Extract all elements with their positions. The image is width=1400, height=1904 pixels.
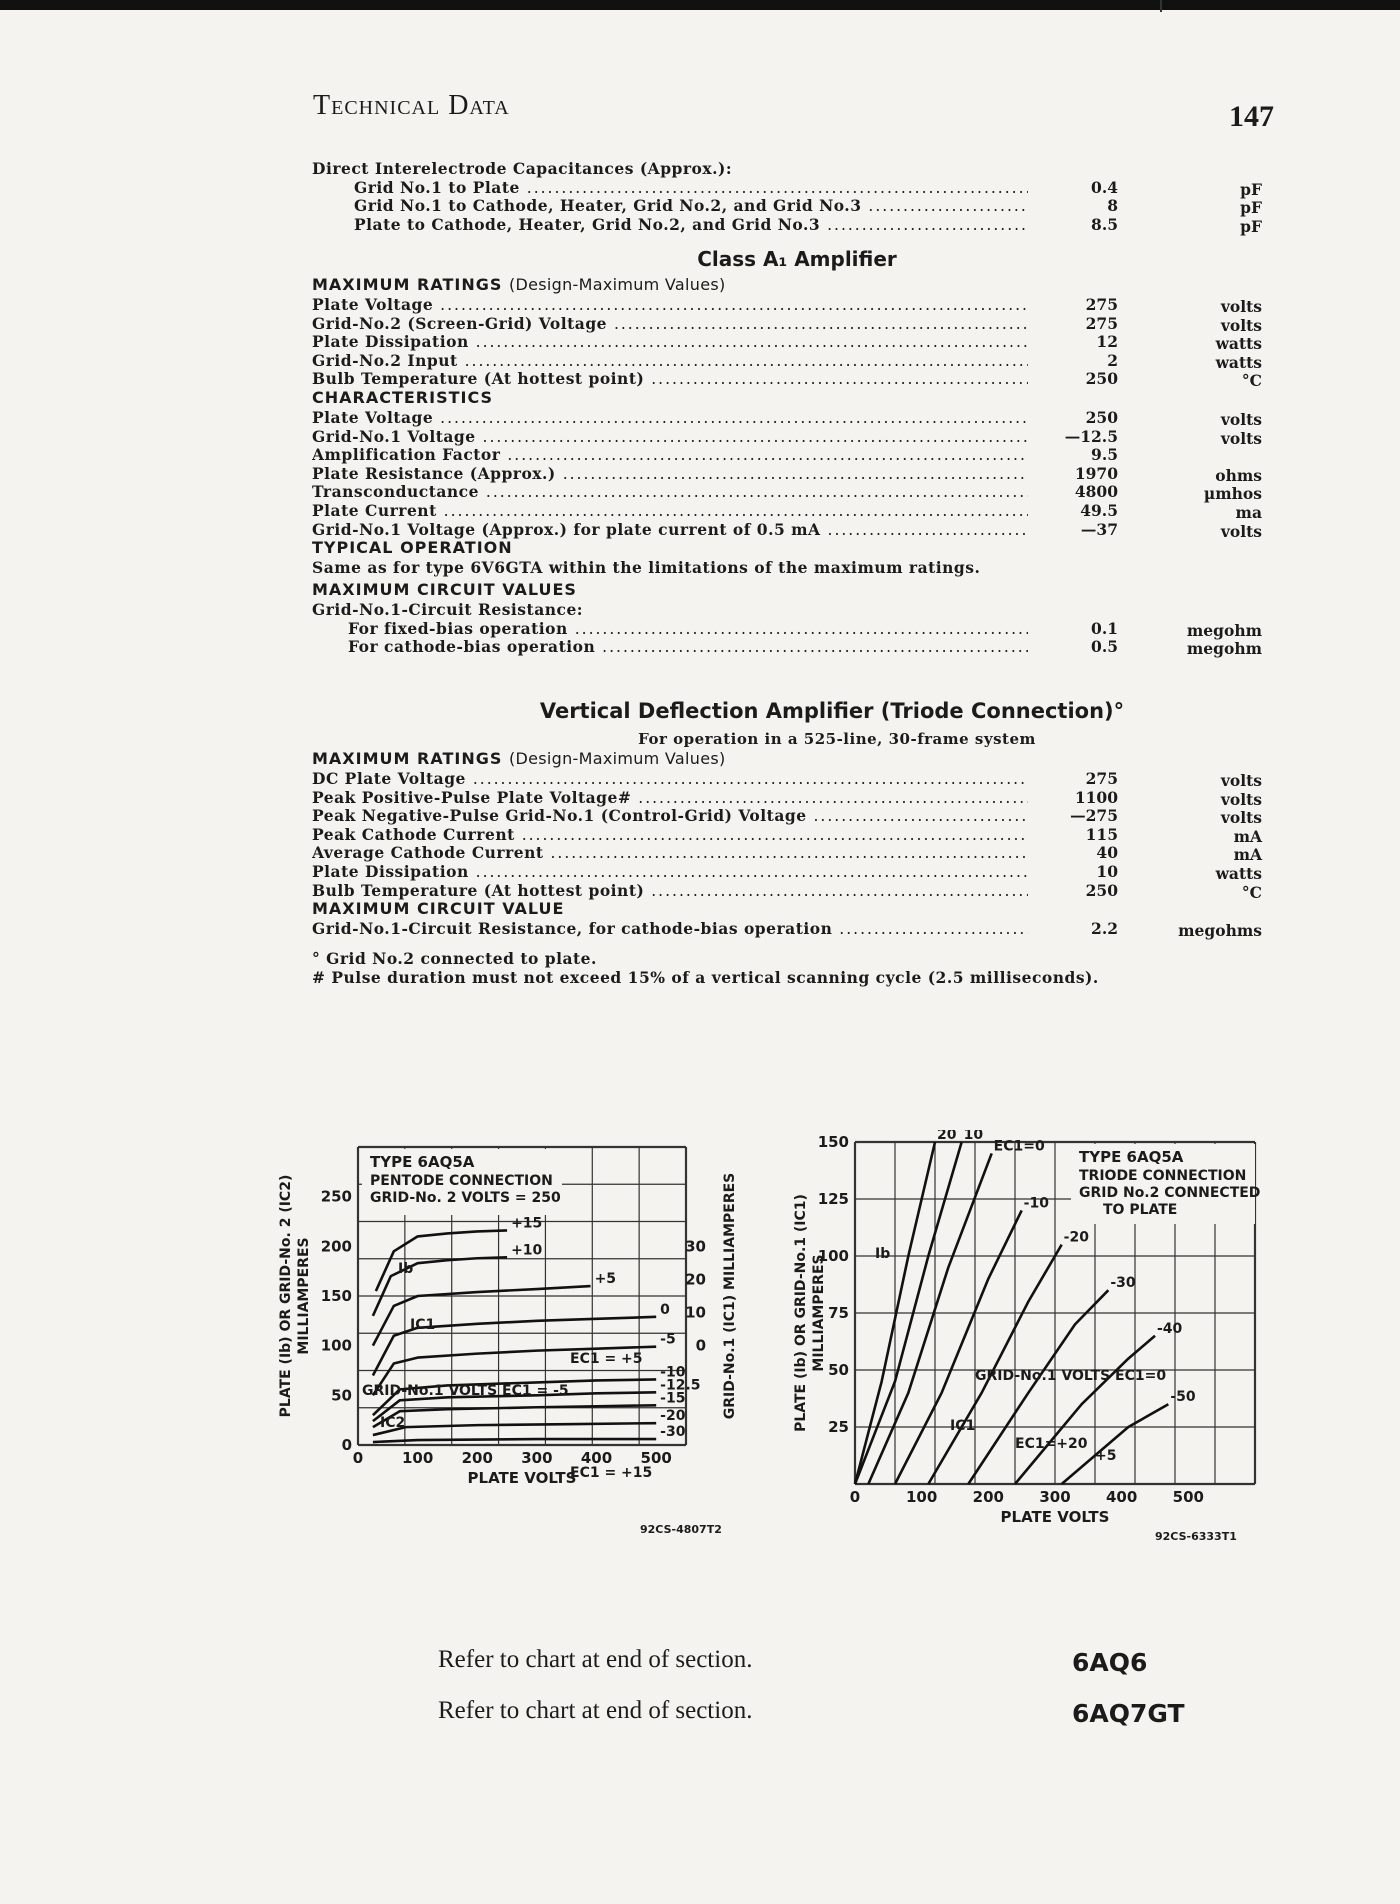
x-tick-label: 0: [352, 1449, 364, 1467]
spec-row: [306, 315, 1268, 334]
spec-label: Plate to Cathode, Heater, Grid No.2, and Grid No.3 .....: [354, 216, 1028, 235]
y-tick-label: 50: [828, 1361, 849, 1379]
chart-subtitle: GRID-No. 2 VOLTS = 250: [370, 1190, 561, 1206]
y2-tick-label: 30: [685, 1237, 706, 1256]
page-number: 147: [1229, 100, 1274, 133]
series-line: [373, 1423, 656, 1435]
spec-unit: mA: [1233, 845, 1262, 865]
reference-line: Refer to chart at end of section.: [438, 1646, 753, 1673]
spec-row: [306, 446, 1268, 465]
y-tick-label: 25: [828, 1418, 849, 1436]
spec-row: [306, 789, 1268, 808]
spec-label: Peak Positive-Pulse Plate Voltage# .....: [312, 789, 1028, 808]
y-tick-label: 100: [320, 1336, 352, 1355]
x-tick-label: 300: [521, 1449, 553, 1467]
section-heading: [306, 389, 1268, 409]
spec-value: 0.1: [1091, 618, 1118, 638]
chart-annotation: +5: [1095, 1448, 1117, 1464]
spec-row: [306, 333, 1268, 352]
spec-label: Plate Dissipation .....: [312, 333, 1028, 352]
y-axis-label: MILLIAMPERES: [811, 1254, 827, 1372]
series-label: 20: [937, 1130, 957, 1143]
triode-chart-svg: [775, 1130, 1295, 1560]
spec-value: 275: [1085, 313, 1118, 333]
spec-row: [306, 620, 1268, 639]
spec-unit: volts: [1220, 808, 1262, 828]
y-tick-label: 200: [320, 1237, 352, 1256]
spec-value: —12.5: [1064, 426, 1118, 446]
x-tick-label: 100: [401, 1449, 434, 1467]
section-heading: [306, 750, 1268, 770]
spec-row: [306, 352, 1268, 371]
y-axis-label: PLATE (Ib) OR GRID-No.1 (IC1): [793, 1194, 809, 1432]
spec-unit: pF: [1240, 216, 1262, 236]
chart-annotation: IC1: [410, 1317, 436, 1333]
heading-text: MAXIMUM CIRCUIT VALUE: [312, 899, 565, 919]
vertical-deflection-subtitle: For operation in a 525-line, 30-frame system: [638, 730, 1036, 748]
spec-row: [306, 882, 1268, 901]
spec-row: [306, 521, 1268, 540]
y2-tick-label: 10: [685, 1303, 706, 1322]
y-tick-label: 125: [817, 1190, 849, 1208]
vertical-deflection-section: [306, 699, 1268, 988]
section-heading: [306, 276, 1268, 296]
spec-unit: volts: [1220, 789, 1262, 809]
spec-value: 9.5: [1091, 445, 1118, 465]
spec-value: 1970: [1074, 463, 1118, 483]
spec-unit: volts: [1220, 297, 1262, 316]
series-label: 10: [963, 1130, 984, 1143]
series-label: -30: [660, 1424, 686, 1441]
chart-subtitle: TO PLATE: [1103, 1202, 1178, 1218]
running-head: Technical Data: [313, 90, 510, 121]
heading-text: MAXIMUM RATINGS: [312, 749, 503, 768]
spec-value: 1100: [1074, 787, 1118, 807]
heading-text: MAXIMUM CIRCUIT VALUES: [312, 580, 577, 600]
reference-tube: 6AQ6: [1072, 1648, 1148, 1677]
spec-row: [306, 179, 1268, 198]
series-label: 0: [660, 1301, 670, 1318]
spec-value: —275: [1070, 806, 1118, 826]
series-label: -10: [660, 1364, 686, 1381]
y-axis-label: PLATE (Ib) OR GRID-No. 2 (IC2): [278, 1174, 294, 1418]
reference-line: Refer to chart at end of section.: [438, 1697, 753, 1724]
text-row: [306, 601, 1268, 620]
spec-row: [306, 296, 1268, 315]
y-tick-label: 150: [817, 1133, 849, 1151]
x-tick-label: 400: [1106, 1488, 1138, 1506]
spec-label: Bulb Temperature (At hottest point) .....: [312, 882, 1028, 901]
spec-label: Grid-No.1 Voltage (Approx.) for plate current of 0.5 mA .....: [312, 521, 1028, 540]
spec-row: [306, 216, 1268, 235]
spec-row: [306, 465, 1268, 484]
spec-unit: pF: [1240, 198, 1262, 218]
heading-subtext: (Design-Maximum Values): [508, 749, 726, 768]
spec-value: 4800: [1074, 482, 1118, 502]
spec-unit: µmhos: [1203, 484, 1262, 504]
y-tick-label: 0: [341, 1436, 352, 1454]
x-tick-label: 500: [1172, 1488, 1204, 1506]
series-label: +5: [594, 1271, 617, 1288]
spec-label: Grid-No.1-Circuit Resistance, for cathode-bias operation .....: [312, 920, 1028, 939]
spec-label: Plate Resistance (Approx.) .....: [312, 465, 1028, 484]
series-label: -40: [1157, 1320, 1183, 1337]
series-label: -20: [660, 1408, 686, 1425]
spec-value: 8: [1107, 196, 1118, 216]
pentode-chart-svg: [270, 1135, 770, 1555]
class-a-title: Class A₁ Amplifier: [697, 247, 897, 271]
spec-value: 2.2: [1091, 919, 1118, 939]
spec-unit: volts: [1220, 428, 1262, 448]
series-line: [373, 1286, 591, 1346]
spec-label: Peak Cathode Current .....: [312, 826, 1028, 845]
x-tick-label: 400: [580, 1449, 613, 1467]
spec-value: 250: [1085, 880, 1118, 900]
spec-row: [306, 197, 1268, 216]
capacitances-title-row: [306, 160, 1268, 179]
footnote: ° Grid No.2 connected to plate.: [312, 949, 597, 969]
spec-row: [306, 807, 1268, 826]
chart-annotation: EC1 = +15: [570, 1465, 653, 1481]
x-tick-label: 0: [849, 1488, 861, 1506]
spec-row: [306, 483, 1268, 502]
spec-label: Amplification Factor .....: [312, 446, 1028, 465]
spec-label: For cathode-bias operation .....: [348, 638, 1028, 657]
series-label: +15: [511, 1215, 543, 1232]
chart-annotation: IC1: [950, 1418, 976, 1434]
capacitances-section: [306, 160, 1268, 234]
spec-label: Plate Current .....: [312, 502, 1028, 521]
series-label: EC1=0: [993, 1138, 1045, 1155]
heading-text: TYPICAL OPERATION: [312, 538, 513, 558]
spec-label: Peak Negative-Pulse Grid-No.1 (Control-Grid) Voltage .....: [312, 807, 1028, 826]
series-label: -5: [660, 1331, 676, 1348]
spec-unit: volts: [1220, 521, 1262, 541]
y-tick-label: 75: [828, 1304, 849, 1322]
y-tick-label: 50: [331, 1386, 352, 1405]
heading-text: CHARACTERISTICS: [312, 387, 494, 407]
page-top-border: [0, 0, 1400, 10]
series-line: [895, 1210, 1022, 1484]
spec-value: 10: [1096, 861, 1118, 881]
y2-tick-label: 0: [695, 1336, 706, 1355]
spec-value: 115: [1085, 824, 1118, 844]
series-label: -15: [660, 1390, 686, 1407]
spec-row: [306, 409, 1268, 428]
spec-label: Transconductance .....: [312, 483, 1028, 502]
circuit-subtitle: Grid-No.1-Circuit Resistance:: [312, 600, 584, 620]
spec-unit: watts: [1215, 352, 1262, 372]
spec-value: 0.5: [1091, 637, 1118, 657]
y-tick-label: 250: [320, 1187, 352, 1206]
series-label: -20: [1063, 1229, 1089, 1246]
chart-annotation: Ib: [875, 1246, 891, 1262]
footnote: # Pulse duration must not exceed 15% of a vertical scanning cycle (2.5 milliseconds).: [312, 968, 1099, 988]
spec-value: 12: [1096, 332, 1118, 352]
spec-value: 40: [1096, 843, 1118, 863]
chart-subtitle: PENTODE CONNECTION: [370, 1173, 553, 1189]
series-label: -12.5: [660, 1377, 701, 1394]
y-tick-label: 150: [320, 1287, 352, 1305]
chart-annotation: Ib: [398, 1261, 414, 1277]
chart-code: 92CS-6333T1: [1155, 1530, 1237, 1543]
spec-value: 250: [1085, 407, 1118, 427]
chart-title: TYPE 6AQ5A: [370, 1153, 475, 1171]
spec-unit: mA: [1233, 826, 1262, 846]
heading-subtext: (Design-Maximum Values): [508, 275, 726, 294]
spec-value: 250: [1085, 369, 1118, 389]
spec-unit: ma: [1235, 502, 1262, 522]
spec-unit: watts: [1215, 863, 1262, 883]
spec-row: [306, 770, 1268, 789]
spec-label: Grid No.1 to Plate .....: [354, 179, 1028, 198]
series-label: -30: [1110, 1275, 1136, 1292]
spec-label: Average Cathode Current .....: [312, 844, 1028, 863]
spec-row: [306, 844, 1268, 863]
x-tick-label: 300: [1039, 1488, 1071, 1506]
spec-unit: volts: [1220, 315, 1262, 335]
spec-unit: volts: [1220, 409, 1262, 429]
spec-label: Grid No.1 to Cathode, Heater, Grid No.2, and Grid No.3 .....: [354, 197, 1028, 216]
spec-value: 2: [1107, 350, 1118, 370]
spec-value: 0.4: [1091, 177, 1118, 197]
y2-axis-label: GRID-No.1 (IC1) MILLIAMPERES: [722, 1172, 738, 1420]
chart-subtitle: TRIODE CONNECTION: [1079, 1168, 1247, 1184]
chart-annotation: GRID-No.1 VOLTS EC1=0: [975, 1368, 1167, 1384]
spec-unit: megohms: [1178, 921, 1262, 941]
pentode-chart: [270, 1135, 770, 1555]
capacitances-title: Direct Interelectrode Capacitances (Approx.):: [312, 159, 733, 178]
chart-annotation: GRID-No.1 VOLTS EC1 = -5: [362, 1383, 569, 1399]
spec-unit: megohm: [1186, 639, 1262, 659]
reference-tube: 6AQ7GT: [1072, 1699, 1185, 1728]
spec-row: [306, 920, 1268, 950]
x-tick-label: 200: [972, 1488, 1004, 1506]
series-label: +10: [511, 1242, 543, 1259]
spec-label: Plate Voltage .....: [312, 409, 1028, 428]
spec-unit: megohm: [1186, 620, 1262, 640]
x-axis-label: PLATE VOLTS: [1000, 1508, 1110, 1526]
series-label: -10: [1023, 1195, 1049, 1212]
spec-unit: °C: [1241, 371, 1262, 391]
spec-label: Bulb Temperature (At hottest point) .....: [312, 370, 1028, 389]
spec-row: [306, 638, 1268, 657]
page-top-tick: [1160, 0, 1162, 12]
spec-label: For fixed-bias operation .....: [348, 620, 1028, 639]
spec-unit: ohms: [1215, 465, 1262, 485]
x-axis-label: PLATE VOLTS: [467, 1469, 577, 1487]
triode-chart: [775, 1130, 1295, 1560]
spec-unit: watts: [1215, 334, 1262, 354]
section-heading: [306, 539, 1268, 559]
spec-row: [306, 826, 1268, 845]
spec-value: 275: [1085, 769, 1118, 788]
spec-row: [306, 428, 1268, 447]
spec-value: —37: [1080, 519, 1118, 539]
series-line: [373, 1439, 656, 1442]
chart-annotation: IC2: [380, 1415, 406, 1431]
text-row: [306, 559, 1268, 581]
chart-code: 92CS-4807T2: [640, 1523, 722, 1536]
y-tick-label: 100: [817, 1247, 849, 1265]
chart-subtitle: GRID No.2 CONNECTED: [1079, 1185, 1261, 1201]
spec-unit: pF: [1240, 179, 1262, 199]
y2-tick-label: 20: [685, 1270, 706, 1289]
spec-label: Grid-No.2 Input .....: [312, 352, 1028, 371]
series-label: -50: [1170, 1389, 1196, 1406]
x-tick-label: 200: [461, 1449, 493, 1467]
spec-value: 49.5: [1080, 500, 1118, 520]
spec-row: [306, 502, 1268, 521]
spec-label: Grid-No.2 (Screen-Grid) Voltage .....: [312, 315, 1028, 334]
chart-annotation: EC1=+20: [1015, 1436, 1088, 1452]
spec-label: DC Plate Voltage .....: [312, 770, 1028, 789]
spec-row: [306, 370, 1268, 389]
spec-row: [306, 863, 1268, 882]
spec-label: Plate Dissipation .....: [312, 863, 1028, 882]
class-a-section: [306, 247, 1268, 659]
section-heading: [306, 581, 1268, 601]
spec-label: Grid-No.1 Voltage .....: [312, 428, 1028, 447]
series-line: [1015, 1336, 1155, 1484]
spec-value: 8.5: [1091, 214, 1118, 234]
heading-text: MAXIMUM RATINGS: [312, 275, 503, 294]
vertical-deflection-title: Vertical Deflection Amplifier (Triode Connection)°: [539, 699, 1125, 723]
spec-label: Plate Voltage .....: [312, 296, 1028, 315]
y-axis-label: MILLIAMPERES: [296, 1237, 312, 1355]
typical-operation-text: Same as for type 6V6GTA within the limitations of the maximum ratings.: [312, 558, 981, 578]
chart-annotation: EC1 = +5: [570, 1351, 643, 1367]
spec-value: 275: [1085, 295, 1118, 314]
x-tick-label: 100: [906, 1488, 938, 1506]
x-tick-label: 500: [640, 1449, 672, 1467]
chart-title: TYPE 6AQ5A: [1079, 1148, 1184, 1166]
spec-unit: volts: [1220, 771, 1262, 790]
spec-unit: °C: [1241, 882, 1262, 902]
section-heading: [306, 900, 1268, 920]
